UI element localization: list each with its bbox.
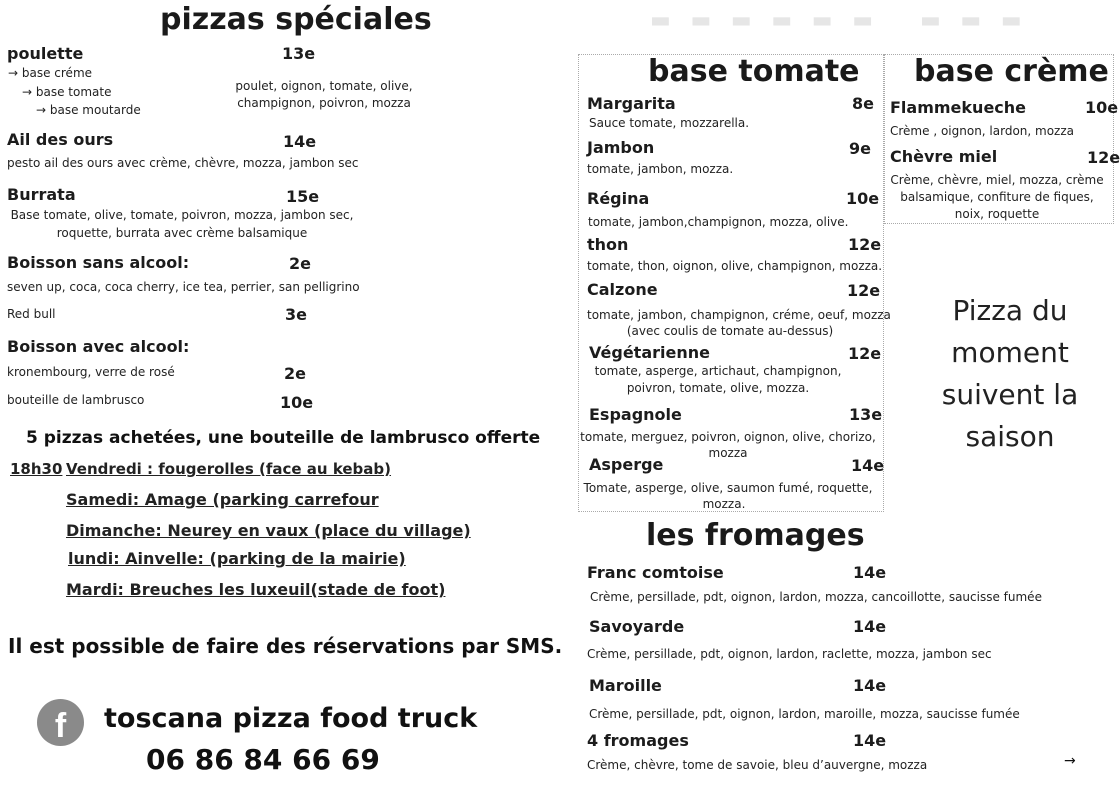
base-tomate-title: base tomate <box>648 54 860 89</box>
asperge-price: 14e <box>851 456 885 475</box>
thon-price: 12e <box>848 235 882 254</box>
facebook-icon[interactable]: f <box>37 699 84 746</box>
chevre-miel-name: Chèvre miel <box>890 147 998 166</box>
burrata-desc-1: Base tomate, olive, tomate, poivron, mozza, jambon sec, <box>10 208 354 222</box>
regina-price: 10e <box>846 189 880 208</box>
reservation-text: Il est possible de faire des réservations par SMS. <box>8 634 563 658</box>
pizza-du-moment <box>910 290 1110 458</box>
margarita-price: 8e <box>852 94 874 113</box>
franc-comtoise-desc: Crème, persillade, pdt, oignon, lardon, mozza, cancoillotte, saucisse fumée <box>590 590 1042 604</box>
pizza-du-moment-line-4: saison <box>965 420 1055 453</box>
boisson-avec-alcool-title: Boisson avec alcool: <box>7 337 190 356</box>
lambrusco-price: 10e <box>280 393 314 412</box>
lambrusco-label: bouteille de lambrusco <box>7 393 145 407</box>
burrata-name: Burrata <box>7 185 76 204</box>
franc-comtoise-price: 14e <box>853 563 887 582</box>
calzone-desc-2: (avec coulis de tomate au-dessus) <box>626 324 834 338</box>
savoyarde-name: Savoyarde <box>589 617 685 636</box>
margarita-name: Margarita <box>587 94 676 113</box>
flammekueche-name: Flammekueche <box>890 98 1027 117</box>
poulette-name: poulette <box>7 44 84 63</box>
jambon-desc: tomate, jambon, mozza. <box>587 162 734 176</box>
poulette-price: 13e <box>282 44 316 63</box>
brand-name: toscana pizza food truck <box>104 703 478 734</box>
flammekueche-price: 10e <box>1085 98 1119 117</box>
margarita-desc: Sauce tomate, mozzarella. <box>589 116 750 130</box>
schedule-dimanche: Dimanche: Neurey en vaux (place du village) <box>66 521 471 540</box>
jambon-price: 9e <box>849 139 871 158</box>
chevre-miel-desc-3: noix, roquette <box>954 207 1040 221</box>
quatre-fromages-desc: Crème, chèvre, tome de savoie, bleu d’auvergne, mozza <box>587 758 928 772</box>
quatre-fromages-name: 4 fromages <box>587 731 689 750</box>
maroille-name: Maroille <box>589 676 662 695</box>
asperge-desc-2: mozza. <box>702 497 746 511</box>
calzone-price: 12e <box>847 281 881 300</box>
offer-text: 5 pizzas achetées, une bouteille de lambrusco offerte <box>26 428 541 448</box>
franc-comtoise-name: Franc comtoise <box>587 563 724 582</box>
vegetarienne-desc-1: tomate, asperge, artichaut, champignon, <box>594 364 842 378</box>
arrow-right-icon: → <box>1064 753 1076 769</box>
maroille-desc: Crème, persillade, pdt, oignon, lardon, maroille, mozza, saucisse fumée <box>589 707 1020 721</box>
chevre-miel-desc-2: balsamique, confiture de fiques, <box>900 190 1094 204</box>
chevre-miel-price: 12e <box>1087 148 1120 167</box>
savoyarde-desc: Crème, persillade, pdt, oignon, lardon, raclette, mozza, jambon sec <box>587 647 992 661</box>
thon-desc: tomate, thon, oignon, olive, champignon, mozza. <box>587 259 883 273</box>
flammekueche-desc: Crème , oignon, lardon, mozza <box>890 124 1075 138</box>
quatre-fromages-price: 14e <box>853 731 887 750</box>
espagnole-name: Espagnole <box>589 405 682 424</box>
espagnole-desc-2: mozza <box>708 446 748 460</box>
thon-name: thon <box>587 235 629 254</box>
vegetarienne-desc-2: poivron, tomate, olive, mozza. <box>626 381 810 395</box>
red-bull-label: Red bull <box>7 307 56 321</box>
ail-des-ours-price: 14e <box>283 132 317 151</box>
schedule-samedi: Samedi: Amage (parking carrefour <box>66 490 379 509</box>
base-creme-title: base crème <box>914 54 1109 89</box>
schedule-lundi: lundi: Ainvelle: (parking de la mairie) <box>68 549 406 568</box>
pizza-du-moment-line-2: moment <box>951 336 1069 369</box>
poulette-sub-3: → base moutarde <box>36 103 141 117</box>
calzone-desc-1: tomate, jambon, champignon, créme, oeuf, mozza <box>587 308 891 322</box>
regina-desc: tomate, jambon,champignon, mozza, olive. <box>588 215 849 229</box>
poulette-desc-2: champignon, poivron, mozza <box>237 96 411 110</box>
schedule-vendredi: Vendredi : fougerolles (face au kebab) <box>66 460 392 478</box>
schedule-mardi: Mardi: Breuches les luxeuil(stade de foot) <box>66 580 446 599</box>
burrata-price: 15e <box>286 187 320 206</box>
poulette-desc-1: poulet, oignon, tomate, olive, <box>235 79 413 93</box>
schedule-time: 18h30 <box>10 460 63 478</box>
boisson-sans-alcool-desc: seven up, coca, coca cherry, ice tea, perrier, san pelligrino <box>7 280 360 294</box>
boisson-sans-alcool-price: 2e <box>289 254 311 273</box>
vegetarienne-name: Végétarienne <box>589 343 710 362</box>
calzone-name: Calzone <box>587 280 658 299</box>
savoyarde-price: 14e <box>853 617 887 636</box>
ail-des-ours-name: Ail des ours <box>7 130 114 149</box>
asperge-desc-1: Tomate, asperge, olive, saumon fumé, roquette, <box>583 481 873 495</box>
phone-number[interactable]: 06 86 84 66 69 <box>146 743 380 776</box>
faint-header-decoration: ▬ ▬ ▬ ▬ ▬ ▬ ▬ ▬ ▬ <box>650 8 1028 33</box>
pizza-du-moment-line-3: suivent la <box>941 378 1079 411</box>
kronembourg-price: 2e <box>284 364 306 383</box>
asperge-name: Asperge <box>589 455 664 474</box>
espagnole-price: 13e <box>849 405 883 424</box>
pizza-du-moment-line-1: Pizza du <box>952 294 1068 327</box>
jambon-name: Jambon <box>587 138 655 157</box>
kronembourg-label: kronembourg, verre de rosé <box>7 365 175 379</box>
red-bull-price: 3e <box>285 305 307 324</box>
ail-des-ours-desc: pesto ail des ours avec crème, chèvre, mozza, jambon sec <box>7 156 359 170</box>
espagnole-desc-1: tomate, merguez, poivron, oignon, olive, chorizo, <box>580 430 876 444</box>
les-fromages-title: les fromages <box>646 518 865 553</box>
pizzas-speciales-title: pizzas spéciales <box>160 2 432 37</box>
vegetarienne-price: 12e <box>848 344 882 363</box>
poulette-sub-2: → base tomate <box>22 85 112 99</box>
boisson-sans-alcool-title: Boisson sans alcool: <box>7 253 190 272</box>
regina-name: Régina <box>587 189 650 208</box>
poulette-sub-1: → base créme <box>8 66 93 80</box>
maroille-price: 14e <box>853 676 887 695</box>
burrata-desc-2: roquette, burrata avec crème balsamique <box>56 226 308 240</box>
chevre-miel-desc-1: Crème, chèvre, miel, mozza, crème <box>890 173 1104 187</box>
